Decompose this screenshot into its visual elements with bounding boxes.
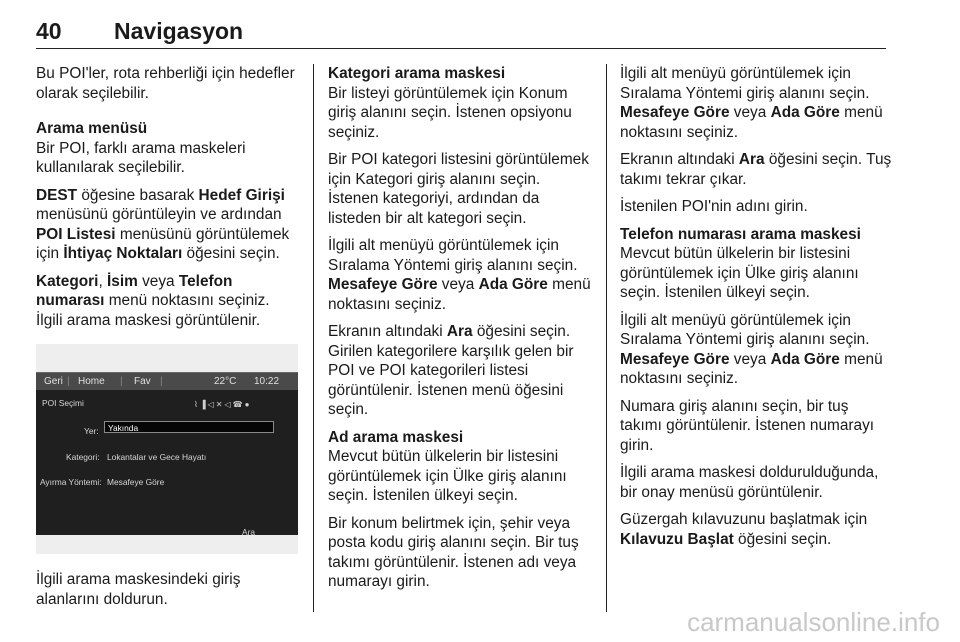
paragraph: Ekranın altındaki Ara öğesini seçin. Tuş takımı tekrar çıkar. bbox=[620, 151, 892, 188]
section-heading-kategori: Kategori arama maskesi bbox=[328, 65, 506, 82]
screenshot-figure bbox=[36, 344, 298, 554]
paragraph: İlgili alt menüyü görüntülemek için Sıralama Yöntemi giriş alanını seçin. bbox=[620, 65, 870, 102]
clock: 10:22 bbox=[254, 376, 280, 387]
paragraph: İlgili arama maskesindeki giriş alanlarını doldurun. bbox=[36, 571, 241, 608]
field-ayirma: Mesafeye Göre bbox=[107, 477, 165, 487]
paragraph: Güzergah kılavuzunu başlatmak için Kılavuzu Başlat öğesini seçin. bbox=[620, 511, 868, 548]
status-icons bbox=[194, 395, 251, 415]
shuffle-icon: ✕ bbox=[215, 400, 225, 409]
section-heading-ad: Ad arama maskesi bbox=[328, 428, 464, 446]
column-3 bbox=[620, 64, 892, 557]
field-yer: Yakında bbox=[104, 421, 274, 433]
mute-icon: ◁ bbox=[224, 400, 233, 409]
label-yer: Yer: bbox=[84, 426, 99, 436]
ara-button: Ara bbox=[242, 527, 256, 537]
bluetooth-icon: ● bbox=[244, 400, 252, 409]
paragraph: Mevcut bütün ülkelerin bir listesini görüntülemek için Ülke giriş alanını seçin. İstenilen ülkeyi seçin. bbox=[620, 245, 859, 301]
section-heading-telefon: Telefon numarası arama maskesi bbox=[620, 225, 861, 243]
page-header bbox=[36, 16, 886, 49]
label-ayirma: Ayırma Yöntemi: bbox=[40, 477, 102, 487]
page-number: 40 bbox=[36, 18, 62, 44]
chapter-title: Navigasyon bbox=[114, 18, 244, 44]
paragraph: Bir POI kategori listesini görüntülemek için Kategori giriş alanını seçin. İstenen kategoriyi, ardından da listeden bir alt kategori seçin. bbox=[328, 151, 589, 227]
paragraph: İlgili arama maskesi doldurulduğunda, bir onay menüsü görüntülenir. bbox=[620, 464, 879, 501]
section-heading-arama-menusu: Arama menüsü bbox=[36, 120, 148, 137]
intro-paragraph: Bu POI'ler, rota rehberliği için hedefler olarak seçilebilir. bbox=[36, 65, 295, 102]
phone-icon: ☎ bbox=[232, 400, 245, 409]
field-kategori: Lokantalar ve Gece Hayatı bbox=[107, 452, 207, 462]
column-divider-2 bbox=[606, 64, 607, 612]
paragraph: Bir listeyi görüntülemek için Konum giriş alanını seçin. İstenen opsiyonu seçiniz. bbox=[328, 84, 572, 141]
paragraph: İlgili alt menüyü görüntülemek için Sıralama Yöntemi giriş alanını seçin. bbox=[328, 237, 578, 274]
paragraph: Mevcut bütün ülkelerin bir listesini görüntülemek için Ülke giriş alanını seçin. İstenilen ülkeyi seçin. bbox=[328, 448, 567, 504]
paragraph: Bir konum belirtmek için, şehir veya posta kodu giriş alanını seçin. Bir tuş takımı görüntülenir. İstenen adı veya numarayı girin. bbox=[328, 514, 579, 590]
paragraph: İstenilen POI'nin adını girin. bbox=[620, 198, 808, 215]
paragraph: Mesafeye Göre veya Ada Göre menü noktasını seçiniz. bbox=[620, 350, 883, 387]
paragraph: Mesafeye Göre veya Ada Göre menü noktasını seçiniz. bbox=[620, 104, 883, 141]
paragraph: Bir POI, farklı arama maskeleri kullanılarak seçilebilir. bbox=[36, 139, 246, 176]
column-2 bbox=[328, 64, 594, 600]
tab-home: Home bbox=[78, 376, 105, 387]
infotainment-screen bbox=[36, 372, 298, 535]
column-divider-1 bbox=[313, 64, 314, 612]
tab-fav: Fav bbox=[134, 376, 151, 387]
paragraph: İlgili alt menüyü görüntülemek için Sıralama Yöntemi giriş alanını seçin. bbox=[620, 311, 870, 348]
paragraph: DEST öğesine basarak Hedef Girişi menüsünü görüntüleyin ve ardından POI Listesi menüsünü görüntülemek için İhtiyaç Noktaları öğesini seçin. bbox=[36, 186, 290, 262]
paragraph: Numara giriş alanını seçin, bir tuş takımı görüntülenir. İstenen numarayı girin. bbox=[620, 397, 875, 454]
paragraph: Mesafeye Göre veya Ada Göre menü noktasını seçiniz. bbox=[328, 276, 591, 313]
signal-icon: ▐ bbox=[199, 400, 208, 409]
paragraph: Kategori, İsim veya Telefon numarası menü noktasını seçiniz. İlgili arama maskesi görüntülenir. bbox=[36, 272, 270, 329]
screen-title: POI Seçimi bbox=[42, 398, 84, 408]
tab-back: Geri bbox=[44, 376, 63, 387]
screen-status-bar: Geri | Home | Fav | 22°C 10:22 bbox=[36, 373, 298, 390]
label-kategori: Kategori: bbox=[66, 452, 100, 462]
volume-icon: ◁ bbox=[207, 400, 216, 409]
watermark: carmanualsonline.info bbox=[687, 607, 940, 637]
column-1 bbox=[36, 64, 298, 617]
paragraph: Ekranın altındaki Ara öğesini seçin. Girilen kategorilere karşılık gelen bir POI ve POI kategorileri listesi görüntülenir. İstenen menü öğesini seçin. bbox=[328, 323, 574, 418]
temperature: 22°C bbox=[214, 376, 237, 387]
wifi-icon: ⌇ bbox=[194, 400, 200, 409]
